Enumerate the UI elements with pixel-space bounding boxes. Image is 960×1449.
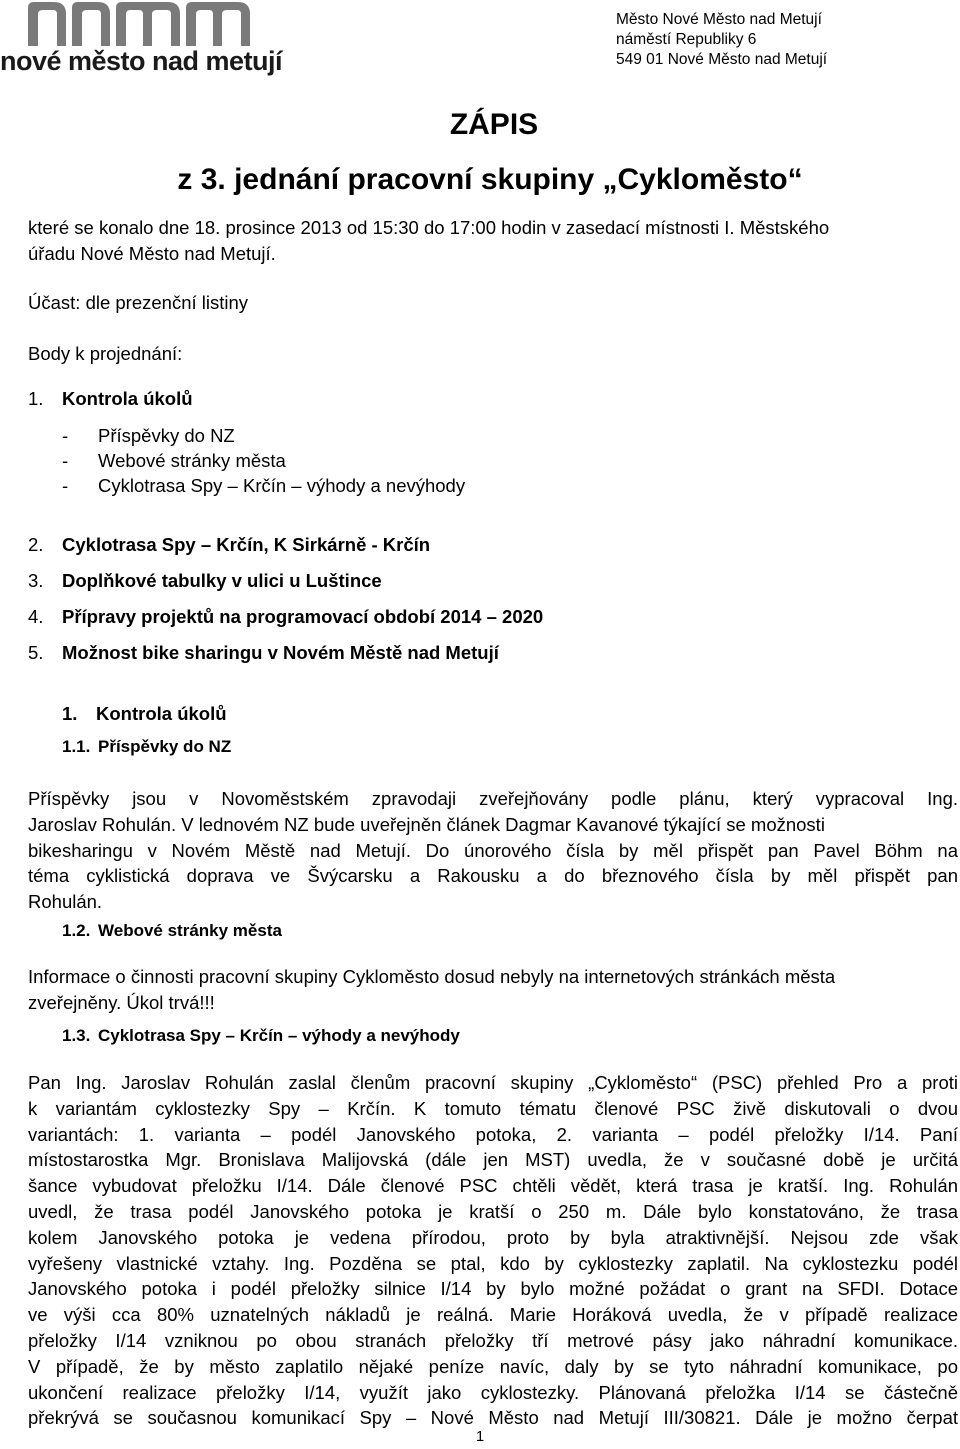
- agenda-label: Kontrola úkolů: [62, 388, 193, 409]
- agenda-label: Možnost bike sharingu v Novém Městě nad Metují: [62, 642, 499, 663]
- agenda-label: Doplňkové tabulky v ulici u Luštince: [62, 570, 382, 591]
- logo-text: nové město nad metují: [0, 46, 283, 76]
- address-line: náměstí Republiky 6: [616, 31, 757, 48]
- text-line: které se konalo dne 18. prosince 2013 od 15:30 do 17:00 hodin v zasedací místnosti I. Městského: [28, 217, 830, 238]
- paragraph-1-1: [28, 786, 958, 915]
- intro-paragraph: [28, 215, 958, 267]
- agenda-item: [28, 568, 382, 594]
- text-line: V případě, že by město zaplatilo nějaké peníze navíc, daly by se tyto náhradní komunikace, po: [28, 1355, 958, 1377]
- agenda-item: [28, 640, 499, 666]
- address-line: Město Nové Město nad Metují: [616, 11, 822, 28]
- paragraph-1-3: [28, 1070, 958, 1431]
- agenda-number: 1.: [28, 388, 44, 409]
- text-line: přeložky I/14 vzniknou po obou stranách přeložky tří metrové pásy jako náhradní komunikace.: [28, 1329, 958, 1351]
- subitem-label: Webové stránky města: [98, 450, 286, 471]
- city-logo: [0, 2, 283, 76]
- text-line: uvedl, že trasa podél Janovského potoka je kratší o 250 m. Dále bylo konstatováno, že trasa: [28, 1200, 958, 1222]
- page-number: 1: [475, 1428, 485, 1445]
- attendance-line: Účast: dle prezenční listiny: [28, 292, 249, 313]
- text-line: Informace o činnosti pracovní skupiny Cykloměsto dosud nebyly na internetových stránkách města: [28, 966, 836, 987]
- text-line: Janovského potoka i podél přeložky silnice I/14 by bylo možné požádat o grant na SFDI. Dotace: [28, 1278, 958, 1300]
- section-number: 1.: [62, 703, 78, 724]
- agenda-label: Přípravy projektů na programovací období 2014 – 2020: [62, 606, 544, 627]
- text-line: Pan Ing. Jaroslav Rohulán zaslal členům pracovní skupiny „Cykloměsto“ (PSC) přehled Pro a proti: [28, 1072, 958, 1093]
- subsection-label: Příspěvky do NZ: [98, 737, 232, 756]
- text-line: zveřejněny. Úkol trvá!!!: [28, 991, 215, 1013]
- agenda-subitem: [62, 423, 235, 448]
- agenda-heading: Body k projednání:: [28, 343, 183, 364]
- text-line: kolem Janovského potoka je vedena přírodou, proto by byla atraktivnější. Nejsou zde však: [28, 1226, 958, 1248]
- subsection-number: 1.1.: [62, 737, 91, 756]
- agenda-item: [28, 386, 193, 412]
- text-line: vyřešeny vlastnické vztahy. Ing. Pozděna se ptal, kdo by cyklostezky zaplatil. Na cyklostezku podél: [28, 1252, 958, 1274]
- agenda-label: Cyklotrasa Spy – Krčín, K Sirkárně - Krčín: [62, 534, 431, 555]
- document-subtitle: z 3. jednání pracovní skupiny „Cykloměsto“: [177, 163, 803, 196]
- text-line: k variantám cyklostezky Spy – Krčín. K tomuto tématu členové PSC živě diskutovali o dvou: [28, 1097, 958, 1119]
- agenda-number: 4.: [28, 606, 44, 627]
- section-heading: [62, 701, 227, 727]
- subitem-dash: -: [62, 450, 69, 471]
- subitem-label: Cyklotrasa Spy – Krčín – výhody a nevýhody: [98, 475, 466, 496]
- text-line: překrývá se současnou komunikací Spy – Nové Město nad Metují III/30821. Dále je možno čerpat: [28, 1407, 958, 1429]
- text-line: místostarostka Mgr. Bronislava Malijovská (dále jen MST) uvedla, že v současné době je určitá: [28, 1149, 958, 1171]
- text-line: Rohulán.: [28, 891, 103, 913]
- agenda-subitem: [62, 473, 465, 498]
- agenda-subitem: [62, 448, 286, 473]
- text-line: variantách: 1. varianta – podél Janovského potoka, 2. varianta – podél přeložky I/14. Paní: [28, 1123, 958, 1145]
- subsection-heading: [62, 1024, 460, 1048]
- subsection-heading: [62, 735, 231, 759]
- document-title: ZÁPIS: [449, 108, 539, 141]
- subsection-number: 1.3.: [62, 1026, 91, 1045]
- agenda-item: [28, 532, 430, 558]
- subsection-number: 1.2.: [62, 921, 91, 940]
- text-line: téma cyklistická doprava ve Švýcarsku a Rakousku a do březnového čísla by měl přispět pan: [28, 865, 958, 887]
- subsection-label: Webové stránky města: [98, 921, 282, 940]
- logo-mark-icon: [28, 2, 278, 46]
- text-line: ve výši cca 80% uznatelných nákladů je reálná. Marie Horáková uvedla, že v případě realizace: [28, 1304, 958, 1326]
- text-line: šance vybudovat přeložku I/14. Dále členové PSC chtěli vědět, která trasa je kratší. Ing. Rohulán: [28, 1175, 958, 1197]
- text-line: ukončení realizace přeložky I/14, využít jako cyklostezky. Plánovaná přeložka I/14 se částečně: [28, 1381, 958, 1403]
- text-line: Příspěvky jsou v Novoměstském zpravodaji zveřejňovány podle plánu, který vypracoval Ing.: [28, 788, 958, 809]
- section-label: Kontrola úkolů: [96, 703, 227, 724]
- address-block: [616, 10, 827, 70]
- text-line: bikesharingu v Novém Městě nad Metují. Do únorového čísla by měl přispět pan Pavel Böhm na: [28, 839, 958, 861]
- agenda-item: [28, 604, 543, 630]
- address-line: 549 01 Nové Město nad Metují: [616, 51, 828, 68]
- subsection-heading: [62, 919, 282, 943]
- agenda-number: 2.: [28, 534, 44, 555]
- text-line: Jaroslav Rohulán. V lednovém NZ bude uveřejněn článek Dagmar Kavanové týkající se možnosti: [28, 813, 825, 835]
- subitem-dash: -: [62, 475, 69, 496]
- subitem-label: Příspěvky do NZ: [98, 425, 235, 446]
- agenda-number: 3.: [28, 570, 44, 591]
- text-line: úřadu Nové Město nad Metují.: [28, 242, 276, 264]
- paragraph-1-2: [28, 964, 958, 1016]
- subitem-dash: -: [62, 425, 69, 446]
- agenda-number: 5.: [28, 642, 44, 663]
- subsection-label: Cyklotrasa Spy – Krčín – výhody a nevýhody: [98, 1026, 460, 1045]
